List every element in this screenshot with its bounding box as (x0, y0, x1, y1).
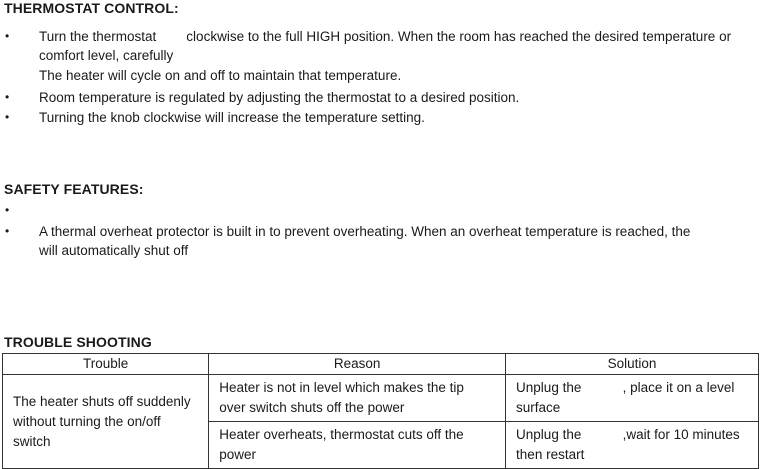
solution-line: Unplug the ,wait for 10 minutes (516, 427, 740, 442)
thermostat-heading: THERMOSTAT CONTROL: (4, 0, 179, 16)
bullet-icon: • (5, 90, 10, 104)
thermostat-line: The heater will cycle on and off to maintain that temperature. (39, 68, 402, 83)
safety-line: will automatically shut off (39, 243, 189, 258)
solution-line: surface (516, 400, 561, 415)
column-header-trouble: Trouble (3, 354, 209, 375)
thermostat-line: Room temperature is regulated by adjusting the thermostat to a desired position. (39, 90, 520, 105)
table-row (3, 375, 759, 422)
bullet-icon: • (5, 203, 10, 217)
safety-heading: SAFETY FEATURES: (4, 181, 144, 197)
solution-cell (506, 422, 759, 469)
reason-line: Heater overheats, thermostat cuts off the (219, 427, 464, 442)
reason-line: power (219, 447, 257, 462)
column-header-reason: Reason (209, 354, 506, 375)
reason-cell (209, 422, 506, 469)
bullet-icon: • (5, 29, 10, 43)
reason-line: over switch shuts off the power (219, 400, 405, 415)
table-header-row (3, 354, 759, 375)
thermostat-line: comfort level, carefully (39, 48, 174, 63)
trouble-cell: The heater shuts off suddenly without turning the on/off switch (3, 375, 209, 469)
bullet-icon: • (5, 224, 10, 238)
thermostat-line: Turning the knob clockwise will increase the temperature setting. (39, 110, 425, 125)
reason-line: Heater is not in level which makes the tip (219, 380, 464, 395)
column-header-solution: Solution (506, 354, 759, 375)
troubleshooting-heading: TROUBLE SHOOTING (4, 334, 152, 350)
solution-cell (506, 375, 759, 422)
thermostat-line: Turn the thermostat clockwise to the full HIGH position. When the room has reached the desired temperature or (39, 29, 732, 44)
bullet-icon: • (5, 110, 10, 124)
reason-cell (209, 375, 506, 422)
troubleshooting-table (2, 353, 759, 469)
solution-line: Unplug the , place it on a level (516, 380, 735, 395)
solution-line: then restart (516, 447, 585, 462)
safety-line: A thermal overheat protector is built in to prevent overheating. When an overheat temperature is reached, the (39, 224, 691, 239)
